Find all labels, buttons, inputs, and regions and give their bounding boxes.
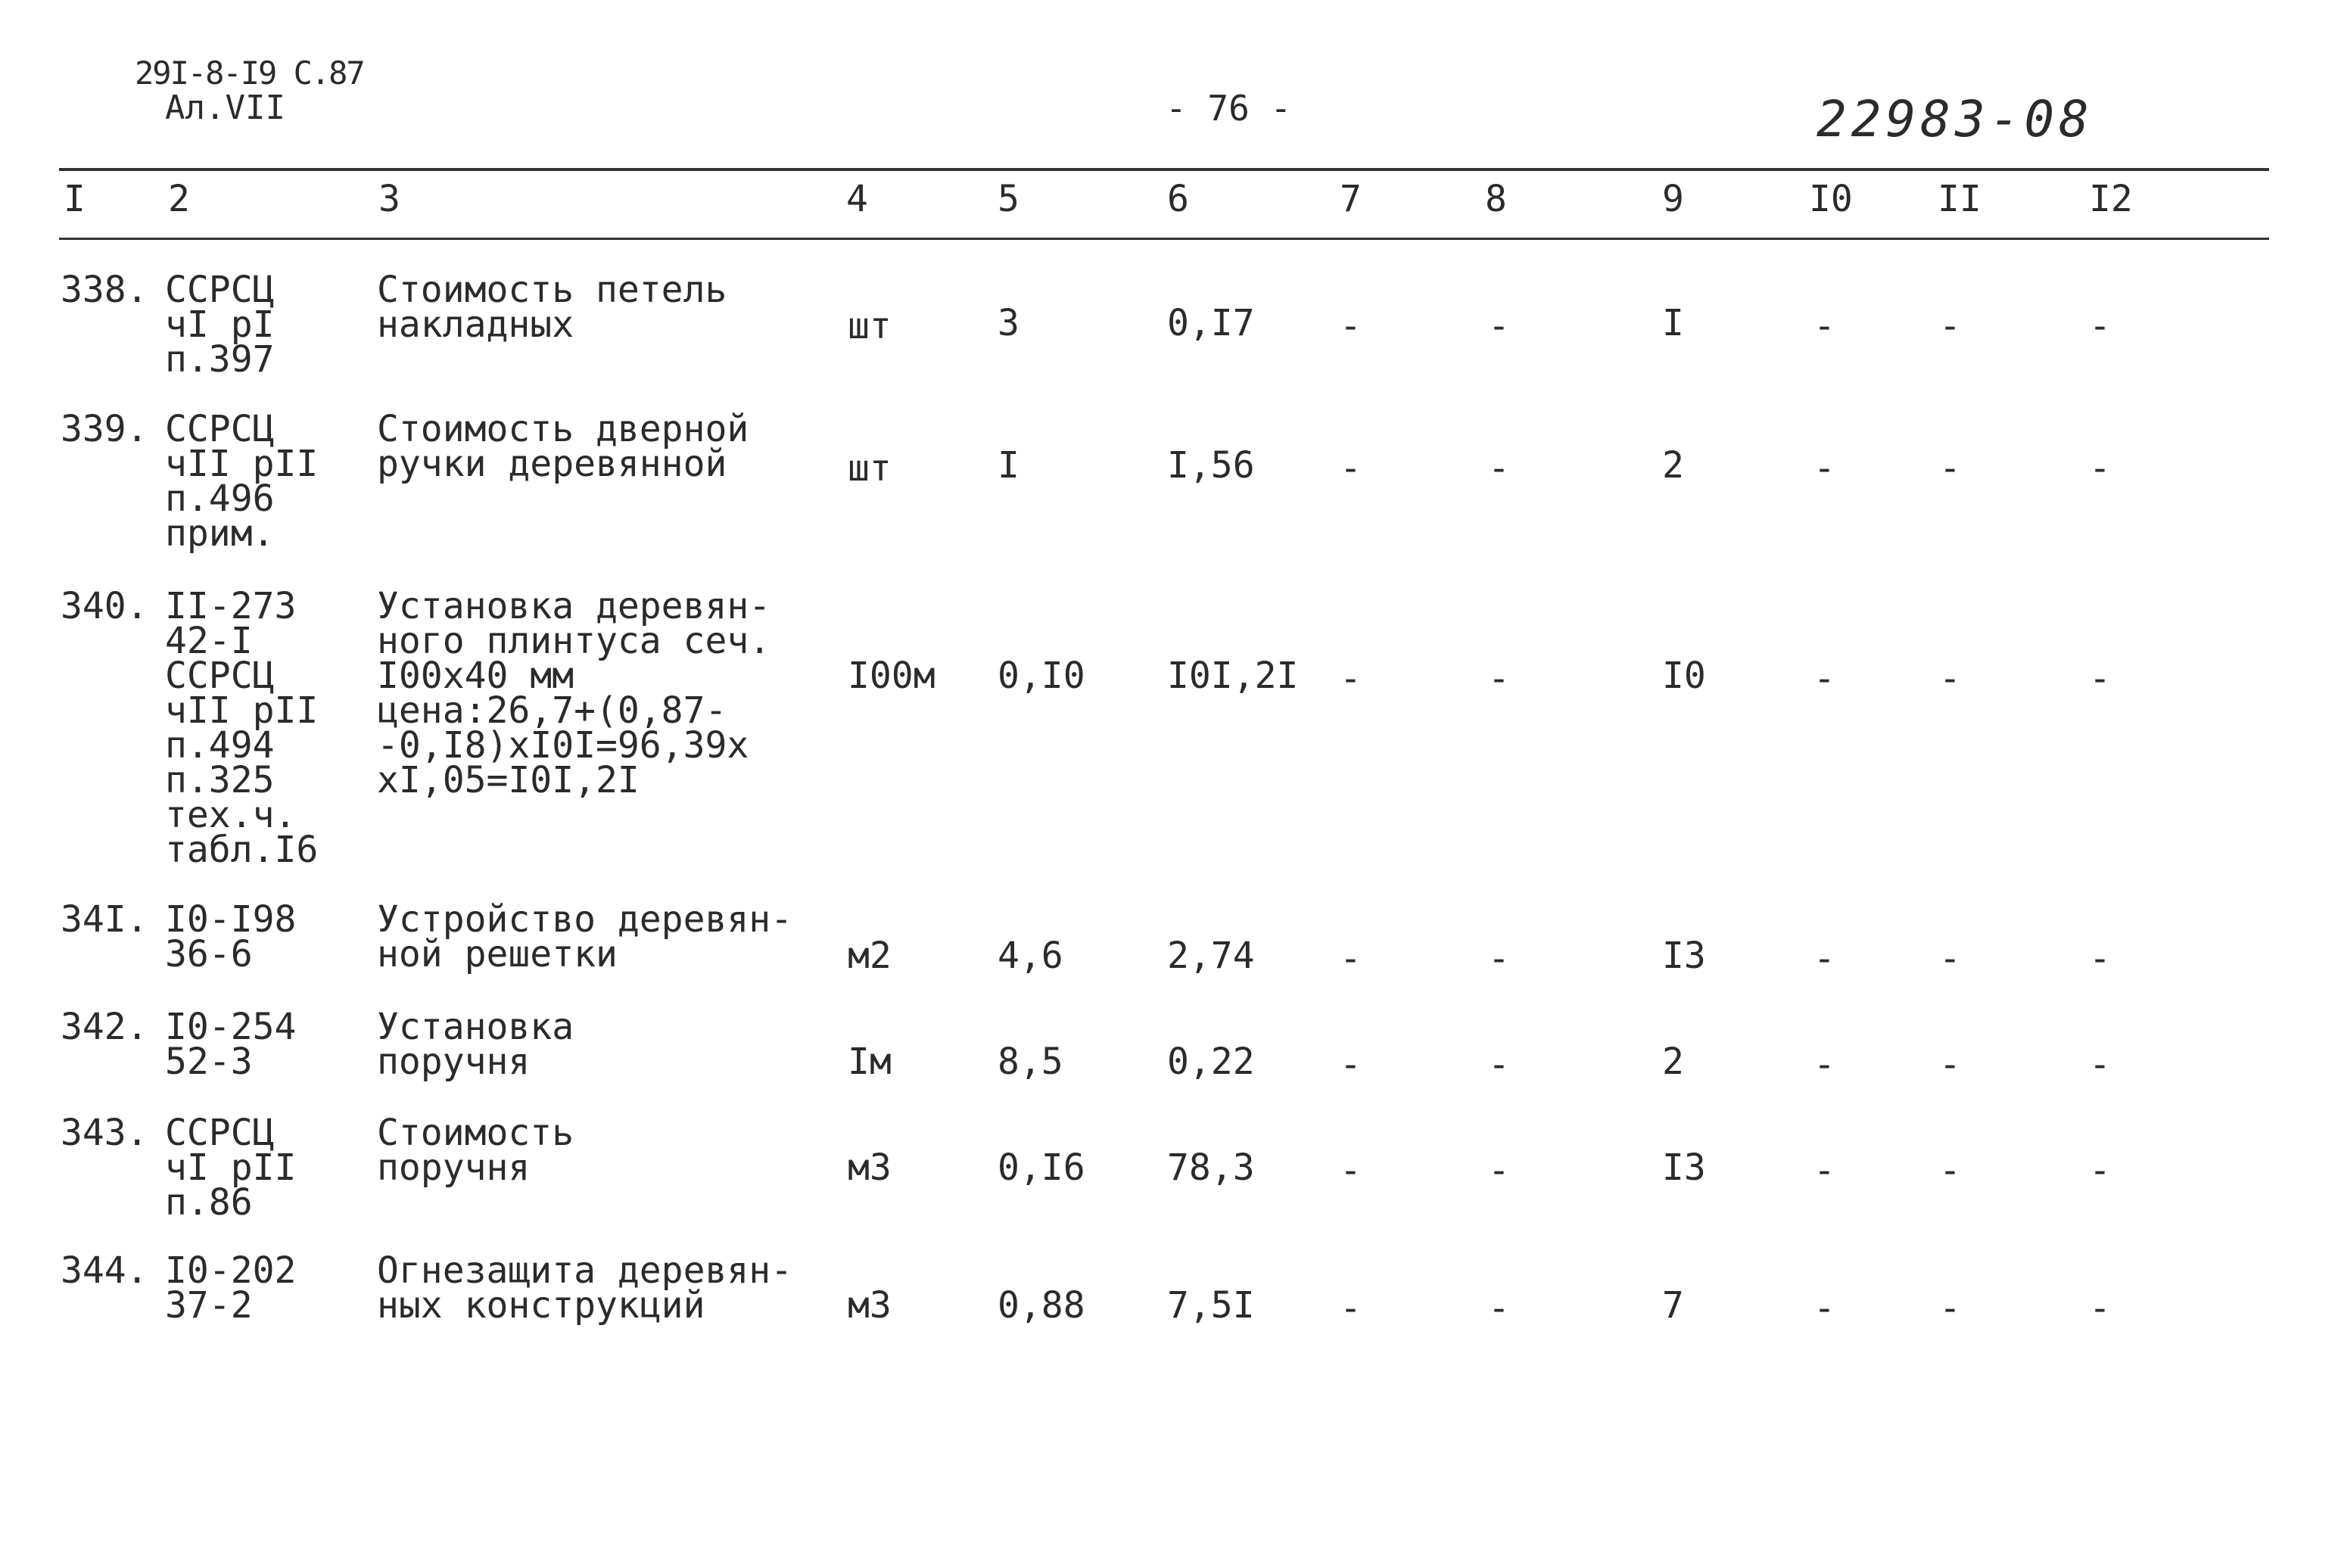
col11-value: -: [1939, 1287, 1961, 1330]
quantity: I: [998, 444, 1020, 487]
col12-value: -: [2089, 658, 2111, 700]
col9-value: I: [1662, 302, 1684, 344]
col-number-8: 8: [1485, 178, 1507, 220]
col8-value: -: [1488, 658, 1510, 700]
col11-value: -: [1939, 305, 1961, 347]
norm-code: I0-254 52-3: [165, 1006, 297, 1083]
col12-value: -: [2089, 305, 2111, 347]
quantity: 8,5: [998, 1041, 1063, 1083]
work-description: Устройство деревян- ной решетки: [377, 898, 793, 975]
col12-value: -: [2089, 1150, 2111, 1192]
col7-value: -: [1340, 1044, 1362, 1086]
col-number-4: 4: [846, 178, 868, 220]
quantity: 0,I0: [998, 655, 1085, 697]
col7-value: -: [1340, 658, 1362, 700]
col8-value: -: [1488, 938, 1510, 980]
work-description: Стоимость петель накладных: [377, 269, 727, 346]
col-number-3: 3: [378, 178, 400, 220]
col12-value: -: [2089, 938, 2111, 980]
unit-price: 7,5I: [1167, 1284, 1255, 1327]
unit-price: I,56: [1167, 444, 1255, 487]
norm-code: II-273 42-I ССРСЦ чII рII п.494 п.325 тех.ч. табл.I6: [165, 585, 319, 871]
col-number-12: I2: [2089, 178, 2133, 220]
norm-code: ССРСЦ чI рI п.397: [165, 269, 275, 381]
col-number-1: I: [64, 178, 86, 220]
col10-value: -: [1813, 658, 1835, 700]
col11-value: -: [1939, 1150, 1961, 1192]
unit-price: 78,3: [1167, 1146, 1255, 1189]
unit-price: 0,22: [1167, 1041, 1255, 1083]
col-number-10: I0: [1809, 178, 1853, 220]
row-number: 342.: [61, 1006, 148, 1048]
col9-value: 2: [1662, 444, 1684, 487]
col-number-6: 6: [1167, 178, 1189, 220]
col11-value: -: [1939, 938, 1961, 980]
col7-value: -: [1340, 305, 1362, 347]
col9-value: 7: [1662, 1284, 1684, 1327]
col10-value: -: [1813, 447, 1835, 490]
work-description: Установка деревян- ного плинтуса сеч. I00х40 мм цена:26,7+(0,87- -0,I8)хI0I=96,39х хI,05=I0I,2I: [377, 585, 771, 801]
unit-price: 2,74: [1167, 935, 1255, 977]
col8-value: -: [1488, 1287, 1510, 1330]
col8-value: -: [1488, 1150, 1510, 1192]
work-description: Огнезащита деревян- ных конструкций: [377, 1249, 793, 1327]
unit: I00м: [848, 655, 936, 697]
col10-value: -: [1813, 1044, 1835, 1086]
unit: Iм: [848, 1041, 892, 1083]
unit: шт: [848, 447, 892, 490]
col10-value: -: [1813, 1150, 1835, 1192]
col10-value: -: [1813, 938, 1835, 980]
quantity: 0,88: [998, 1284, 1085, 1327]
col10-value: -: [1813, 1287, 1835, 1330]
unit: м3: [848, 1284, 892, 1327]
col7-value: -: [1340, 938, 1362, 980]
quantity: 4,6: [998, 935, 1063, 977]
document-code: 29І-8-І9 С.87: [135, 54, 364, 92]
col7-value: -: [1340, 447, 1362, 490]
col9-value: I3: [1662, 1146, 1706, 1189]
col11-value: -: [1939, 1044, 1961, 1086]
col-number-9: 9: [1662, 178, 1684, 220]
unit: м3: [848, 1146, 892, 1189]
unit: шт: [848, 305, 892, 347]
col8-value: -: [1488, 305, 1510, 347]
col11-value: -: [1939, 447, 1961, 490]
work-description: Установка поручня: [377, 1006, 574, 1083]
col12-value: -: [2089, 1287, 2111, 1330]
row-number: 338.: [61, 269, 148, 311]
table-top-rule: [59, 168, 2269, 171]
col12-value: -: [2089, 447, 2111, 490]
col9-value: 2: [1662, 1041, 1684, 1083]
norm-code: ССРСЦ чII рII п.496 прим.: [165, 408, 319, 555]
page-number: - 76 -: [1166, 88, 1292, 129]
col9-value: I0: [1662, 655, 1706, 697]
unit-price: I0I,2I: [1167, 655, 1299, 697]
table-header-rule: [59, 238, 2269, 240]
row-number: 344.: [61, 1249, 148, 1292]
col-number-5: 5: [998, 178, 1020, 220]
norm-code: ССРСЦ чI рII п.86: [165, 1112, 297, 1224]
col11-value: -: [1939, 658, 1961, 700]
col8-value: -: [1488, 1044, 1510, 1086]
row-number: 343.: [61, 1112, 148, 1154]
quantity: 0,I6: [998, 1146, 1085, 1189]
col8-value: -: [1488, 447, 1510, 490]
col10-value: -: [1813, 305, 1835, 347]
doc-number: 22983-08: [1817, 90, 2094, 148]
col-number-2: 2: [168, 178, 190, 220]
norm-code: I0-202 37-2: [165, 1249, 297, 1327]
album-label: Ал.VII: [165, 89, 285, 127]
col9-value: I3: [1662, 935, 1706, 977]
col-number-7: 7: [1340, 178, 1362, 220]
work-description: Стоимость дверной ручки деревянной: [377, 408, 749, 485]
row-number: 340.: [61, 585, 148, 627]
col12-value: -: [2089, 1044, 2111, 1086]
col-number-11: II: [1938, 178, 1982, 220]
col7-value: -: [1340, 1150, 1362, 1192]
col7-value: -: [1340, 1287, 1362, 1330]
unit: м2: [848, 935, 892, 977]
row-number: 339.: [61, 408, 148, 450]
row-number: 34I.: [61, 898, 148, 941]
quantity: 3: [998, 302, 1020, 344]
unit-price: 0,I7: [1167, 302, 1255, 344]
work-description: Стоимость поручня: [377, 1112, 574, 1189]
norm-code: I0-I98 36-6: [165, 898, 297, 975]
